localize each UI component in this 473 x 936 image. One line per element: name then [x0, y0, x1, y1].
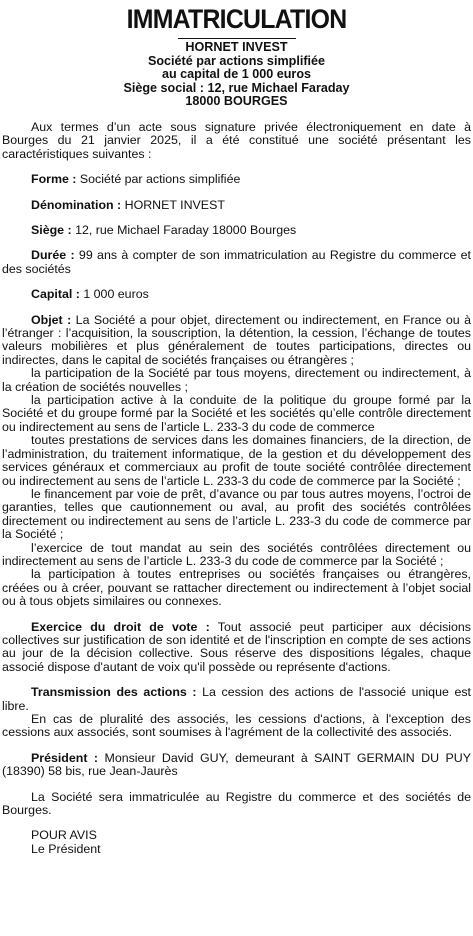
- transmission-second-paragraph: En cas de pluralité des associés, les cessions d'actions, à l'exception des cessions aux associés, sont soumises à l'agrément de la collectivité des associés.: [2, 712, 471, 740]
- denomination-value: HORNET INVEST: [121, 197, 225, 212]
- registration-paragraph: La Société sera immatriculée au Registre du commerce et des sociétés de Bourges.: [2, 789, 471, 818]
- objet-paragraph: toutes prestations de services dans les domaines financiers, de la direction, de l’administration, du traitement informatique, de la gestion et du développement des services généraux et commerciaux au profit de toute société contrôlée directement ou indirectement au sens de l’article L. 233-3 du code de commerce par la Société ;: [2, 433, 471, 488]
- objet-paragraph: [2, 314, 471, 368]
- objet-paragraph: la participation à toutes entreprises ou sociétés françaises ou étrangères, créées ou à créer, pouvant se rattacher directement ou indirectement à l’objet social ou à tous objets similaires ou connexes.: [2, 567, 471, 609]
- signature-line-2: Le Président: [31, 841, 101, 856]
- objet-paragraph: la participation active à la conduite de la politique du groupe formé par la Société et du groupe formé par la Société et les sociétés qu’elle contrôle directement ou indirectement au sens de l’article L. 233-3 du code de commerce: [2, 393, 471, 434]
- duree-paragraph: [2, 249, 471, 276]
- company-seat: Siège social : 12, rue Michael Faraday: [123, 80, 350, 95]
- vote-value: Tout associé peut participer aux décisions collectives sur justification de son identité et de l'inscription en compte de ses actions au jour de la décision collective. Sous réserve des dispositions légales, chaque associé dispose d'autant de voix qu'il possède ou représente d'actions.: [2, 619, 471, 674]
- objet-text: La Société a pour objet, directement ou indirectement, en France ou à l’étranger : l’acquisition, la souscription, la détention, la cession, l’échange de toutes valeurs mobilières et plus généralement de toutes participations, directes ou indirectes, dans le capital de sociétés françaises ou étrangères ;: [2, 312, 471, 367]
- objet-section: [2, 314, 471, 609]
- transmission-label: Transmission des actions :: [31, 685, 197, 700]
- forme-paragraph: [2, 173, 471, 186]
- transmission-paragraph: [2, 686, 471, 713]
- siege-value: 12, rue Michael Faraday 18000 Bourges: [71, 223, 297, 237]
- objet-paragraph: la participation de la Société par tous moyens, directement ou indirectement, à la création de sociétés nouvelles ;: [2, 366, 471, 394]
- company-capital: au capital de 1 000 euros: [161, 67, 312, 82]
- capital-value: 1 000 euros: [79, 287, 149, 302]
- forme-label: Forme :: [31, 172, 77, 187]
- president-paragraph: [2, 752, 471, 779]
- company-name: HORNET INVEST: [185, 40, 288, 54]
- company-city: 18000 BOURGES: [185, 94, 288, 109]
- transmission-section: [2, 686, 471, 740]
- siege-label: Siège :: [31, 223, 72, 237]
- denomination-label: Dénomination :: [31, 197, 122, 212]
- title-divider: [178, 38, 296, 39]
- duree-value: 99 ans à compter de son immatriculation au Registre du commerce et des sociétés: [2, 248, 471, 276]
- vote-paragraph: [2, 621, 471, 675]
- signature-block: [2, 829, 471, 856]
- company-header: [2, 41, 471, 109]
- siege-paragraph: [2, 224, 471, 237]
- objet-label: Objet :: [31, 312, 72, 327]
- forme-value: Société par actions simplifiée: [76, 172, 241, 187]
- duree-label: Durée :: [31, 248, 75, 263]
- president-value: Monsieur David GUY, demeurant à SAINT GERMAIN DU PUY (18390) 58 bis, rue Jean-Jaurès: [2, 750, 471, 779]
- signature-line-1: POUR AVIS: [31, 828, 97, 843]
- objet-paragraph: le financement par voie de prêt, d’avance ou par tous autres moyens, l’octroi de garanties, telles que cautionnement ou aval, au profit des sociétés contrôlées directement ou indirectement au sens de l’article L. 233-3 du code de commerce par la Société ;: [2, 486, 471, 542]
- notice-title: IMMATRICULATION: [126, 4, 347, 34]
- intro-paragraph: Aux termes d’un acte sous signature privée électroniquement en date à Bourges du 21 janvier 2025, il a été constitué une société présentant les caractéristiques suivantes :: [2, 119, 471, 161]
- denomination-paragraph: [2, 199, 471, 212]
- objet-paragraph: l’exercice de tout mandat au sein des sociétés contrôlées directement ou indirectement au sens de l’article L. 233-3 du code de commerce par la Société ;: [2, 540, 471, 568]
- president-label: Président :: [31, 750, 99, 765]
- company-form: Société par actions simplifiée: [147, 53, 326, 68]
- transmission-value: La cession des actions de l'associé unique est libre.: [2, 685, 471, 713]
- capital-label: Capital :: [31, 287, 80, 302]
- capital-paragraph: [2, 288, 471, 301]
- vote-label: Exercice du droit de vote :: [31, 619, 210, 634]
